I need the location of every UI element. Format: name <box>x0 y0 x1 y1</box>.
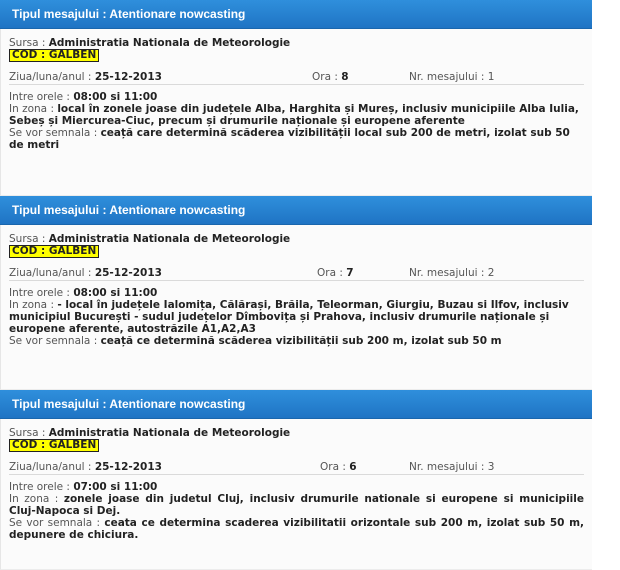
date-field <box>9 266 162 279</box>
zone-value: zonele joase din judetul Cluj, inclusiv drumurile nationale si europene si municipiile Cluj-Napoca si Dej. <box>9 493 584 517</box>
phenomena-label: Se vor semnala : <box>9 335 101 347</box>
code-line <box>9 439 584 452</box>
source-line <box>9 233 584 245</box>
hour-field <box>317 266 354 279</box>
source-label: Sursa : <box>9 233 49 245</box>
message-number-field <box>409 266 494 279</box>
date-field <box>9 460 162 473</box>
alert-code-badge: COD : GALBEN <box>9 439 99 452</box>
interval-value: 08:00 si 11:00 <box>73 91 158 103</box>
interval-line <box>9 481 584 493</box>
message-number-value: 3 <box>487 461 495 473</box>
message-details <box>9 287 584 347</box>
message-number-label: Nr. mesajului : <box>409 267 488 279</box>
message-meta-row <box>9 264 584 281</box>
interval-line <box>9 91 584 103</box>
phenomena-label: Se vor semnala : <box>9 517 105 529</box>
message-number-label: Nr. mesajului : <box>409 461 488 473</box>
interval-label: Intre orele : <box>9 287 74 299</box>
phenomena-value: ceață ce determină scăderea vizibilității sub 200 m, izolat sub 50 m <box>100 335 502 347</box>
message-body <box>0 225 592 390</box>
message-number-label: Nr. mesajului : <box>409 71 488 83</box>
interval-line <box>9 287 584 299</box>
hour-value: 7 <box>346 267 354 279</box>
hour-field <box>320 460 357 473</box>
source-label: Sursa : <box>9 427 49 439</box>
hour-label: Ora : <box>317 267 347 279</box>
phenomena-line <box>9 127 584 151</box>
date-label: Ziua/luna/anul : <box>9 71 95 83</box>
zone-value: - local în județele Ialomița, Călărași, Brăila, Teleorman, Giurgiu, Buzau si Ilfov, inclusiv municipiul București - sudul județelor Dîmbovița și Prahova, inclusiv drumurile naționale și europene aferente, autostrăzile A1,A2,A3 <box>9 299 569 335</box>
message-meta-row <box>9 68 584 85</box>
source-label: Sursa : <box>9 37 49 49</box>
date-value: 25-12-2013 <box>94 71 162 83</box>
interval-value: 07:00 si 11:00 <box>73 481 158 493</box>
date-label: Ziua/luna/anul : <box>9 267 95 279</box>
message-details <box>9 481 584 541</box>
zone-line <box>9 103 584 127</box>
message-number-value: 1 <box>487 71 495 83</box>
hour-value: 6 <box>349 461 357 473</box>
phenomena-line <box>9 335 584 347</box>
alert-message <box>0 390 592 570</box>
zone-label: In zona : <box>9 103 58 115</box>
source-line <box>9 427 584 439</box>
phenomena-value: ceata ce determina scaderea vizibilitatii orizontale sub 200 m, izolat sub 50 m, depunere de chiciura. <box>9 517 584 541</box>
message-type-header: Tipul mesajului : Atentionare nowcasting <box>0 0 592 29</box>
phenomena-line <box>9 517 584 541</box>
source-value: Administratia Nationala de Meteorologie <box>48 37 291 49</box>
source-line <box>9 37 584 49</box>
phenomena-value: ceață care determină scăderea vizibilității local sub 200 de metri, izolat sub 50 de metri <box>9 127 570 151</box>
interval-label: Intre orele : <box>9 91 74 103</box>
message-body <box>0 419 592 570</box>
date-value: 25-12-2013 <box>94 461 162 473</box>
date-value: 25-12-2013 <box>94 267 162 279</box>
hour-label: Ora : <box>312 71 342 83</box>
date-field <box>9 70 162 83</box>
alert-message <box>0 0 592 196</box>
interval-value: 08:00 si 11:00 <box>73 287 158 299</box>
code-line <box>9 245 584 258</box>
alert-code-badge: COD : GALBEN <box>9 245 99 258</box>
zone-label: In zona : <box>9 299 58 311</box>
phenomena-label: Se vor semnala : <box>9 127 101 139</box>
message-type-header: Tipul mesajului : Atentionare nowcasting <box>0 196 592 225</box>
date-label: Ziua/luna/anul : <box>9 461 95 473</box>
zone-value: local în zonele joase din județele Alba, Harghita și Mureș, inclusiv municipiile Alba Iulia, Sebeș și Miercurea-Ciuc, precum și drumurile naționale și europene aferente <box>9 103 579 127</box>
message-type-header: Tipul mesajului : Atentionare nowcasting <box>0 390 592 419</box>
hour-label: Ora : <box>320 461 350 473</box>
message-number-value: 2 <box>487 267 495 279</box>
source-value: Administratia Nationala de Meteorologie <box>48 427 291 439</box>
message-number-field <box>409 460 494 473</box>
message-meta-row <box>9 458 584 475</box>
zone-line <box>9 299 584 335</box>
hour-value: 8 <box>341 71 349 83</box>
source-value: Administratia Nationala de Meteorologie <box>48 233 291 245</box>
code-line <box>9 49 584 62</box>
alert-code-badge: COD : GALBEN <box>9 49 99 62</box>
message-body <box>0 29 592 196</box>
alert-message <box>0 196 592 390</box>
zone-line <box>9 493 584 517</box>
zone-label: In zona : <box>9 493 64 505</box>
page-margin <box>592 0 620 536</box>
message-details <box>9 91 584 151</box>
hour-field <box>312 70 349 83</box>
interval-label: Intre orele : <box>9 481 74 493</box>
message-number-field <box>409 70 494 83</box>
